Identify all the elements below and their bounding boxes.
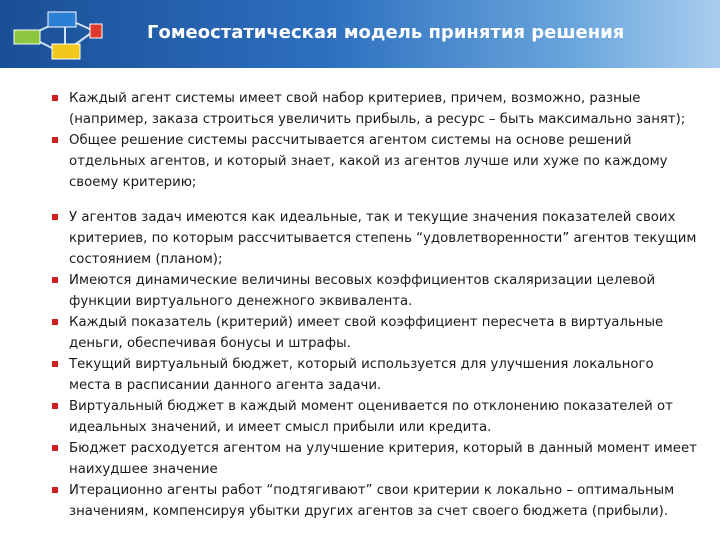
bullet-marker [52,487,58,493]
list-item-text: Виртуальный бюджет в каждый момент оценивается по отклонению показателей от идеальных значений, и имеет смысл прибыли или кредита. [69,399,673,435]
list-item [48,130,698,193]
bullet-marker [52,277,58,283]
bullet-list [48,88,698,522]
bullet-marker [52,445,58,451]
list-item-text: Имеются динамические величины весовых коэффициентов скаляризации целевой функции виртуального денежного эквивалента. [69,273,656,309]
bullet-marker [52,137,58,143]
list-item [48,88,698,130]
list-item [48,480,698,522]
list-item-text: Итерационно агенты работ “подтягивают” свои критерии к локально – оптимальным значениям, компенсируя убытки других агентов за счет своего бюджета (прибыли). [69,483,675,519]
list-item-text: Каждый агент системы имеет свой набор критериев, причем, возможно, разные (например, заказа строиться увеличить прибыль, а ресурс – быть максимально занят); [69,91,686,127]
list-item [48,207,698,270]
bullet-marker [52,403,58,409]
slide-title: Гомеостатическая модель принятия решения [147,22,625,43]
slide-header [0,0,720,68]
list-item-text: Общее решение системы рассчитывается агентом системы на основе решений отдельных агентов, и который знает, какой из агентов лучше или хуже по каждому своему критерию; [69,133,668,190]
bullet-marker [52,361,58,367]
list-item [48,438,698,480]
list-item-text: Бюджет расходуется агентом на улучшение критерия, который в данный момент имеет наихудшее значение [69,441,697,477]
network-diagram-icon [10,6,110,64]
list-item [48,396,698,438]
list-item [48,312,698,354]
list-item-text: Текущий виртуальный бюджет, который используется для улучшения локального места в расписании данного агента задачи. [69,357,654,393]
bullet-marker [52,214,58,220]
list-item-text: У агентов задач имеются как идеальные, так и текущие значения показателей своих критериев, по которым рассчитывается степень “удовлетворенности” агентов текущим состоянием (планом); [69,210,697,267]
bullet-marker [52,95,58,101]
bullet-marker [52,319,58,325]
list-item [48,270,698,312]
list-item [48,354,698,396]
list-item-text: Каждый показатель (критерий) имеет свой коэффициент пересчета в виртуальные деньги, обеспечивая бонусы и штрафы. [69,315,664,351]
